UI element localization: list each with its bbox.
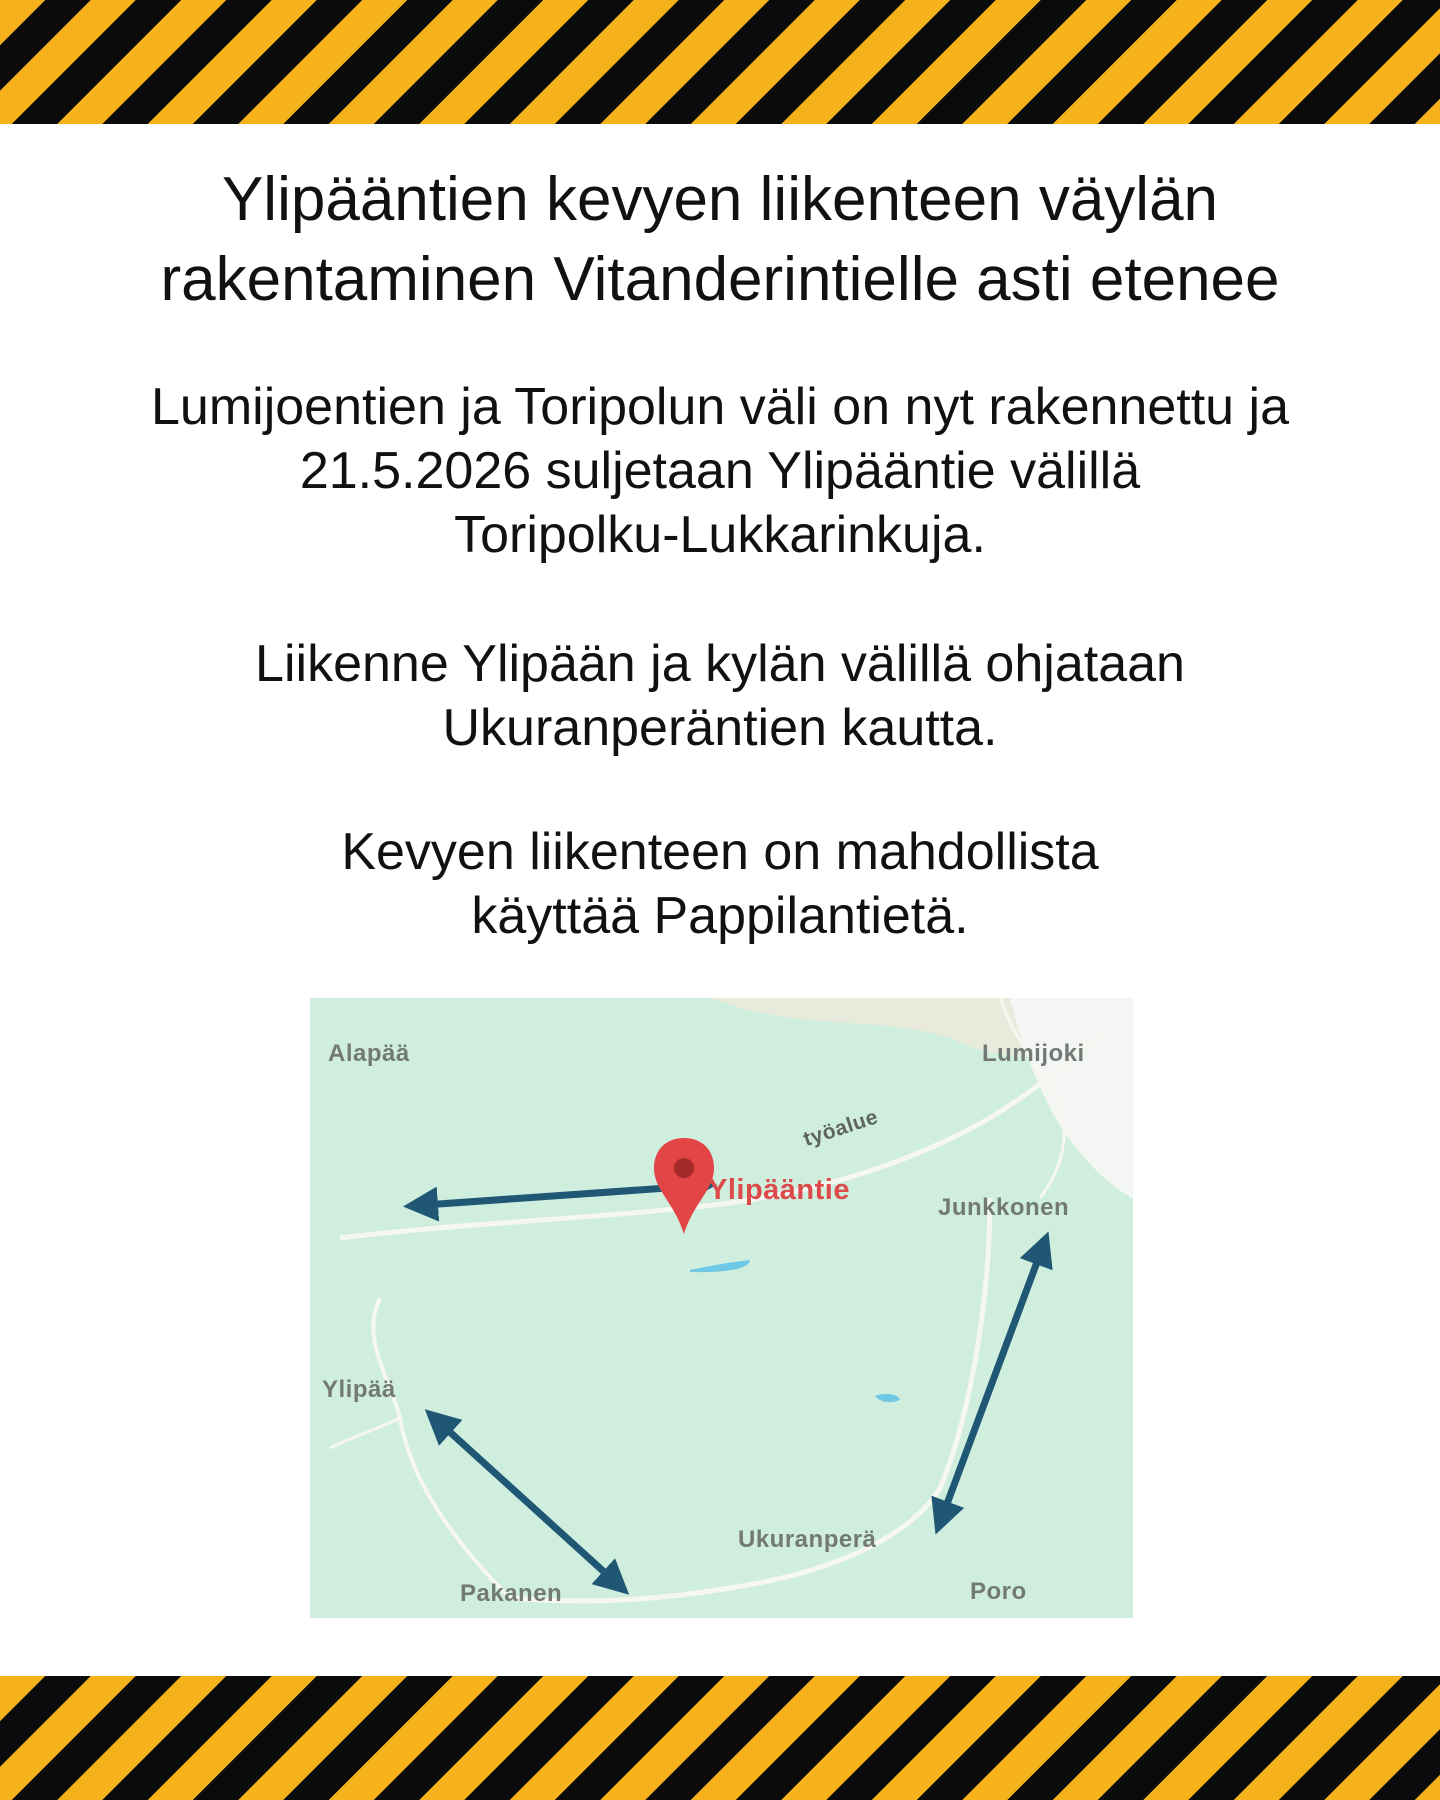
road-pappilantie (330, 1418, 400, 1448)
light-traffic-line-2: käyttää Pappilantietä. (471, 887, 969, 945)
detour-line-2: Ukuranperäntien kautta. (442, 699, 998, 757)
road-ylipaa-pakanen (373, 1298, 510, 1598)
place-label-ylipaa: Ylipää (322, 1376, 396, 1403)
hazard-stripe-top (0, 0, 1440, 124)
place-label-alapaa: Alapää (328, 1040, 410, 1067)
road-label-ylipaantie: Ylipääntie (708, 1174, 850, 1206)
map-pin-icon (654, 1138, 714, 1234)
closure-paragraph (0, 375, 1440, 567)
map-graphics (310, 998, 1133, 1618)
double-arrow-icon (938, 1238, 1046, 1528)
lake (690, 1260, 750, 1272)
place-label-ukuranpera: Ukuranperä (738, 1526, 877, 1553)
closure-line-1: Lumijoentien ja Toripolun väli on nyt rakennettu ja (151, 378, 1289, 436)
closure-line-3: Toripolku-Lukkarinkuja. (454, 506, 986, 564)
title-line-2: rakentaminen Vitanderintielle asti etenee (160, 245, 1280, 314)
work-area-label: työalue (800, 1105, 881, 1152)
place-label-lumijoki: Lumijoki (982, 1040, 1085, 1067)
hazard-stripe-bottom (0, 1676, 1440, 1800)
place-label-poro: Poro (970, 1578, 1027, 1605)
detour-line-1: Liikenne Ylipään ja kylän välillä ohjataan (255, 635, 1185, 693)
detour-paragraph (0, 632, 1440, 760)
place-label-pakanen: Pakanen (460, 1580, 563, 1607)
lake (875, 1394, 900, 1402)
town-area (1010, 998, 1133, 1198)
double-arrow-icon (430, 1414, 624, 1590)
page-title (0, 160, 1440, 320)
place-label-junkkonen: Junkkonen (938, 1194, 1070, 1221)
light-traffic-paragraph (0, 820, 1440, 948)
light-traffic-line-1: Kevyen liikenteen on mahdollista (341, 823, 1099, 881)
detour-map (310, 998, 1133, 1618)
closure-line-2: 21.5.2026 suljetaan Ylipääntie välillä (299, 442, 1141, 500)
title-line-1: Ylipääntien kevyen liikenteen väylän (221, 165, 1219, 234)
